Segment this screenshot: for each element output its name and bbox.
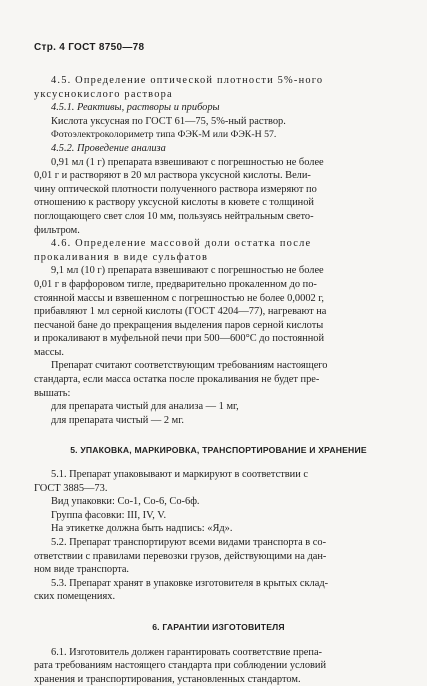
paragraph-line: 9,1 мл (10 г) препарата взвешивают с погрешностью не более xyxy=(51,265,324,277)
paragraph-line: ном виде транспорта. xyxy=(34,564,130,576)
section-4-5-heading-line-1: 4.5. Определение оптической плотности 5%-ного xyxy=(51,75,324,86)
paragraph-line: 0,01 г и растворяют в 20 мл раствора уксусной кислоты. Вели- xyxy=(34,170,311,182)
section-5-title: 5. УПАКОВКА, МАРКИРОВКА, ТРАНСПОРТИРОВАНИЕ И ХРАНЕНИЕ xyxy=(70,445,367,456)
page-header: Стр. 4 ГОСТ 8750—78 xyxy=(34,42,145,53)
section-5 xyxy=(34,468,403,604)
limit-pure-grade: для препарата чистый — 2 мг. xyxy=(51,414,184,426)
limit-analytical-grade: для препарата чистый для анализа — 1 мг, xyxy=(51,401,239,413)
paragraph-line: 6.1. Изготовитель должен гарантировать соответствие препа- xyxy=(51,646,323,658)
paragraph-line: 5.3. Препарат хранят в упаковке изготовителя в крытых склад- xyxy=(51,577,329,589)
residue-procedure-paragraph xyxy=(34,264,403,359)
paragraph-line: вышать: xyxy=(34,387,71,399)
residue-requirement-paragraph xyxy=(34,359,403,400)
paragraph-line: стандарта, если масса остатка после прокаливания не будет пре- xyxy=(34,374,320,386)
paragraph-line: стоянной массы и взвешенном с погрешностью не более 0,0002 г, xyxy=(34,292,324,304)
packaging-group: Группа фасовки: III, IV, V. xyxy=(51,509,167,521)
analysis-paragraph xyxy=(34,156,403,238)
paragraph-line: Препарат считают соответствующим требованиям настоящего xyxy=(51,360,328,372)
page-body xyxy=(34,74,403,686)
paragraph-line: отношению к раствору уксусной кислоты в кювете с толщиной xyxy=(34,197,314,209)
paragraph-line: рата требованиям настоящего стандарта при соблюдении условий xyxy=(34,660,327,672)
section-4-6-heading-line-2: прокаливания в виде сульфатов xyxy=(34,251,209,263)
paragraph-line: 0,01 г в фарфоровом тигле, предварительно прокаленном до по- xyxy=(34,278,317,290)
paragraph-line: 5.2. Препарат транспортируют всеми видами транспорта в со- xyxy=(51,537,327,548)
paragraph-line: песчаной бане до прекращения выделения паров серной кислоты xyxy=(34,319,324,331)
paragraph-line: и прокаливают в муфельной печи при 500—600°С до постоянной xyxy=(34,333,325,345)
paragraph-line: ответствии с правилами перевозки грузов, действующими на дан- xyxy=(34,550,327,562)
paragraph-line: 5.1. Препарат упаковывают и маркируют в соответствии с xyxy=(51,469,308,481)
paragraph-line: фильтром. xyxy=(34,224,80,236)
section-4-5-heading-line-2: уксуснокислого раствора xyxy=(34,88,173,100)
paragraph-line: чину оптической плотности полученного раствора измеряют по xyxy=(34,183,317,195)
section-4-6 xyxy=(34,237,403,427)
section-4-6-heading-line-1: 4.6. Определение массовой доли остатка после xyxy=(51,238,312,250)
paragraph-line: прибавляют 1 мл серной кислоты (ГОСТ 4204—77), нагревают на xyxy=(34,306,327,318)
packaging-type: Вид упаковки: Со-1, Со-6, Со-6ф. xyxy=(51,496,200,508)
paragraph-line: поглощающего свет слоя 10 мм, пользуясь нейтральным свето- xyxy=(34,210,314,222)
section-6-title: 6. ГАРАНТИИ ИЗГОТОВИТЕЛЯ xyxy=(152,621,285,632)
paragraph-line: ских помещениях. xyxy=(34,591,116,603)
reagent-acid: Кислота уксусная по ГОСТ 61—75, 5%-ный раствор. xyxy=(51,115,286,127)
reagent-photometer: Фотоэлектроколориметр типа ФЭК-М или ФЭК-Н 57. xyxy=(51,129,277,141)
paragraph-line: хранения и транспортирования, установленных стандартом. xyxy=(34,673,301,685)
section-6 xyxy=(34,646,403,686)
subsection-4-5-1-title: 4.5.1. Реактивы, растворы и приборы xyxy=(51,102,220,114)
section-4-5 xyxy=(34,74,403,237)
paragraph-line: массы. xyxy=(34,346,64,358)
subsection-4-5-2-title: 4.5.2. Проведение анализа xyxy=(51,142,166,154)
paragraph-line: 0,91 мл (1 г) препарата взвешивают с погрешностью не более xyxy=(51,156,324,168)
label-requirement: На этикетке должна быть надпись: «Яд». xyxy=(51,523,233,535)
paragraph-line: ГОСТ 3885—73. xyxy=(34,482,108,494)
